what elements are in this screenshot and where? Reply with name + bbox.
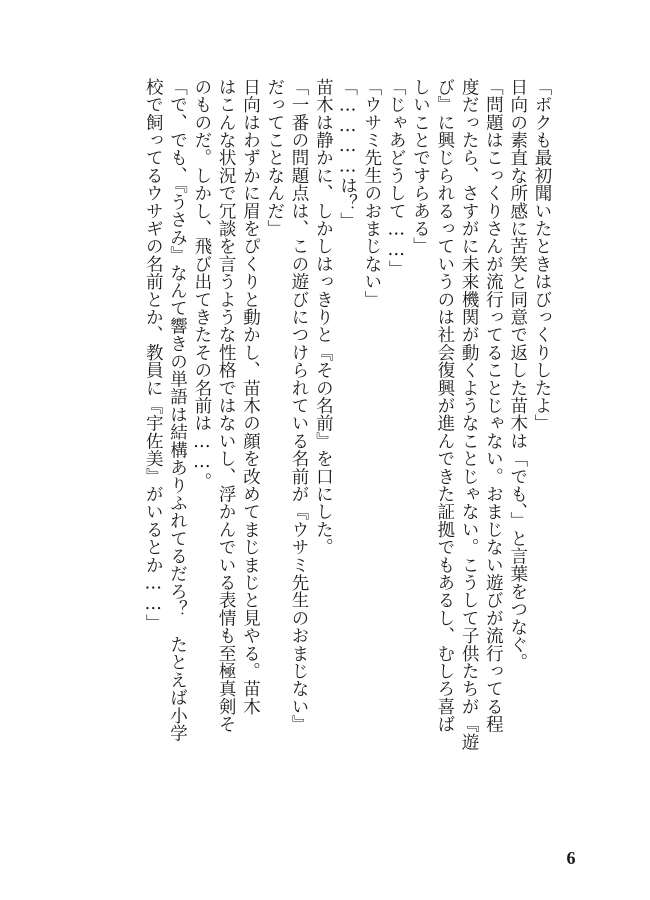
- vertical-text-body: [84, 78, 554, 830]
- text-column: のものだ。しかし、飛び出てきたその名前は……。: [191, 78, 212, 491]
- text-column: 度だったら、さすがに未来機関が動くようなことじゃない。こうして子供たちが『遊: [459, 78, 480, 751]
- text-column: 「じゃあどうして……」: [386, 78, 407, 278]
- text-column: 校で飼ってるウサギの名前とか、教員に『宇佐美』がいるとか……」: [143, 78, 164, 632]
- text-column: 「ウサミ先生のおまじない」: [361, 78, 382, 309]
- text-column: だってことなんだ」: [264, 78, 285, 238]
- text-column: しいことですらある」: [410, 78, 431, 255]
- page-number: 6: [566, 848, 576, 868]
- text-column: 日向の素直な所感に苦笑と同意で返した苗木は「でも、」と言葉をつなぐ。: [507, 78, 528, 672]
- text-column: 「ボクも最初聞いたときはびっくりしたよ」: [532, 78, 552, 432]
- text-column: び』に興じられるっていうのは社会復興が進んできた証拠でもあるし、むしろ喜ば: [434, 78, 455, 733]
- text-column: はこんな状況で冗談を言うような性格ではないし、浮かんでいる表情も至極真剣そ: [216, 78, 237, 733]
- text-column: 「…………は？」: [337, 78, 358, 230]
- text-column: 苗木は静かに、しかしはっきりと『その名前』を口にした。: [313, 78, 334, 556]
- text-column: 「で、でも、『うさみ』なんて響きの単語は結構ありふれてるだろ？ たとえば小学: [167, 78, 188, 742]
- text-column: 「問題はこっくりさんが流行ってることじゃない。おまじない遊びが流行ってる程: [483, 78, 504, 733]
- text-column: 日向はわずかに眉をぴくりと動かし、苗木の顔を改めてまじまじと見やる。苗木: [240, 78, 261, 716]
- text-column: 「一番の問題点は、この遊びにつけられている名前が『ウサミ先生のおまじない』: [289, 78, 310, 733]
